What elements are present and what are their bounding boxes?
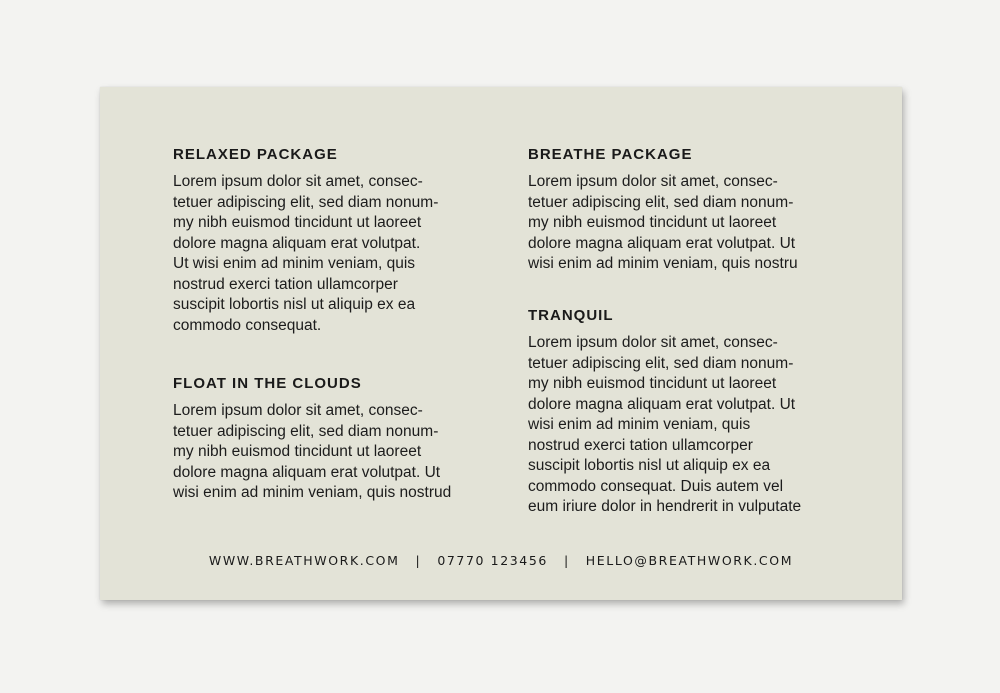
body-line: Lorem ipsum dolor sit amet, consec- (173, 173, 423, 190)
body-line: tetuer adipiscing elit, sed diam nonum- (173, 422, 439, 440)
body-line: wisi enim ad minim veniam, quis (528, 416, 751, 433)
section-body (528, 333, 868, 518)
footer-separator: | (415, 553, 422, 568)
body-line: suscipit lobortis nisl ut aliquip ex ea (528, 457, 771, 474)
body-line: suscipit lobortis nisl ut aliquip ex ea (173, 296, 416, 313)
body-line: my nibh euismod tincidunt ut laoreet (528, 375, 777, 392)
body-line: wisi enim ad minim veniam, quis nostru (528, 255, 798, 272)
body-line: nostrud exerci tation ullamcorper (173, 275, 398, 293)
section-float-in-the-clouds (173, 375, 503, 504)
body-line: Lorem ipsum dolor sit amet, consec- (528, 173, 778, 190)
body-line: dolore magna aliquam erat volutpat. Ut (528, 234, 796, 252)
phone-number: 07770 123456 (437, 553, 548, 568)
body-line: my nibh euismod tincidunt ut laoreet (173, 214, 422, 231)
section-title: TRANQUIL (528, 307, 614, 324)
body-line: my nibh euismod tincidunt ut laoreet (173, 443, 422, 460)
section-breathe-package (528, 146, 868, 275)
body-line: commodo consequat. (173, 316, 322, 334)
body-line: my nibh euismod tincidunt ut laoreet (528, 214, 777, 231)
footer-separator: | (563, 553, 570, 568)
section-relaxed-package (173, 146, 503, 336)
website-link[interactable]: WWW.BREATHWORK.COM (208, 553, 400, 568)
body-line: commodo consequat. Duis autem vel (528, 477, 784, 495)
body-line: Ut wisi enim ad minim veniam, quis (173, 255, 416, 272)
email-link[interactable]: HELLO@BREATHWORK.COM (585, 553, 794, 568)
body-line: tetuer adipiscing elit, sed diam nonum- (528, 193, 794, 211)
section-title: FLOAT IN THE CLOUDS (173, 375, 362, 392)
body-line: dolore magna aliquam erat volutpat. (173, 234, 421, 252)
body-line: eum iriure dolor in hendrerit in vulputate (528, 498, 802, 515)
body-line: Lorem ipsum dolor sit amet, consec- (528, 334, 778, 351)
body-line: Lorem ipsum dolor sit amet, consec- (173, 402, 423, 419)
body-line: wisi enim ad minim veniam, quis nostrud (173, 484, 452, 501)
body-line: dolore magna aliquam erat volutpat. Ut (528, 395, 796, 413)
section-title: RELAXED PACKAGE (173, 146, 338, 163)
body-line: dolore magna aliquam erat volutpat. Ut (173, 463, 441, 481)
body-line: nostrud exerci tation ullamcorper (528, 436, 753, 454)
section-body (173, 172, 503, 336)
body-line: tetuer adipiscing elit, sed diam nonum- (173, 193, 439, 211)
info-card (100, 87, 902, 600)
section-body (173, 401, 503, 504)
section-tranquil (528, 307, 868, 518)
section-body (528, 172, 868, 275)
contact-footer (100, 553, 902, 568)
section-title: BREATHE PACKAGE (528, 146, 693, 163)
body-line: tetuer adipiscing elit, sed diam nonum- (528, 354, 794, 372)
